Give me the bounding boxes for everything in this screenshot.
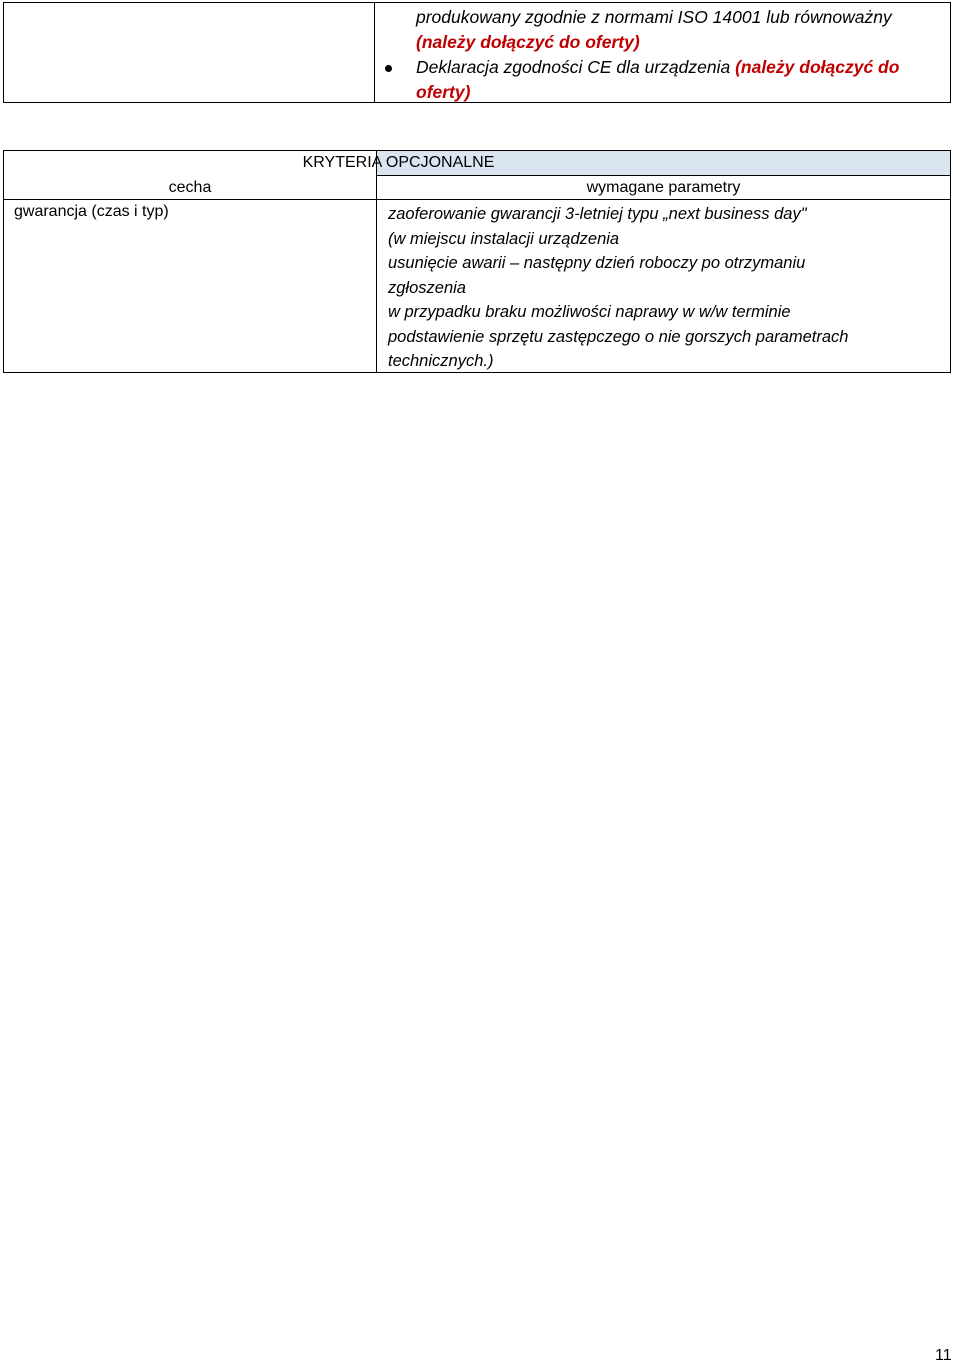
table-header-band	[302, 151, 950, 176]
ce-declaration-note-continued: oferty)	[416, 82, 471, 102]
table-title: KRYTERIA OPCJONALNE	[302, 154, 495, 171]
optional-criteria-table	[3, 150, 951, 373]
requirements-cell	[375, 3, 950, 102]
params-cell	[388, 202, 943, 374]
bullet-icon	[385, 65, 392, 72]
params-line: zaoferowanie gwarancji 3-letniej typu „next business day"	[388, 205, 807, 223]
params-line: technicznych.)	[388, 352, 494, 370]
params-line: zgłoszenia	[388, 278, 466, 297]
requirement-note: (należy dołączyć do oferty)	[416, 32, 640, 52]
params-line: usunięcie awarii – następny dzień roboczy po otrzymaniu	[388, 254, 806, 272]
params-line: (w miejscu instalacji urządzenia	[388, 229, 620, 248]
params-line: podstawienie sprzętu zastępczego o nie gorszych parametrach	[388, 327, 849, 346]
requirement-text: produkowany zgodnie z normami ISO 14001 lub równoważny	[416, 7, 892, 27]
continued-table	[3, 2, 951, 103]
page-number: 11	[935, 1347, 952, 1364]
ce-declaration-line	[416, 55, 899, 80]
column-divider	[376, 176, 377, 372]
ce-declaration-note: (należy dołączyć do	[735, 57, 900, 77]
column-header-row	[4, 176, 950, 200]
params-line: w przypadku braku możliwości naprawy w w/w terminie	[388, 303, 791, 321]
empty-feature-cell	[4, 3, 375, 102]
column-header-feature: cecha	[168, 179, 212, 196]
feature-cell: gwarancja (czas i typ)	[14, 203, 169, 220]
ce-declaration-text: Deklaracja zgodności CE dla urządzenia	[416, 57, 736, 77]
column-header-params: wymagane parametry	[586, 179, 741, 196]
